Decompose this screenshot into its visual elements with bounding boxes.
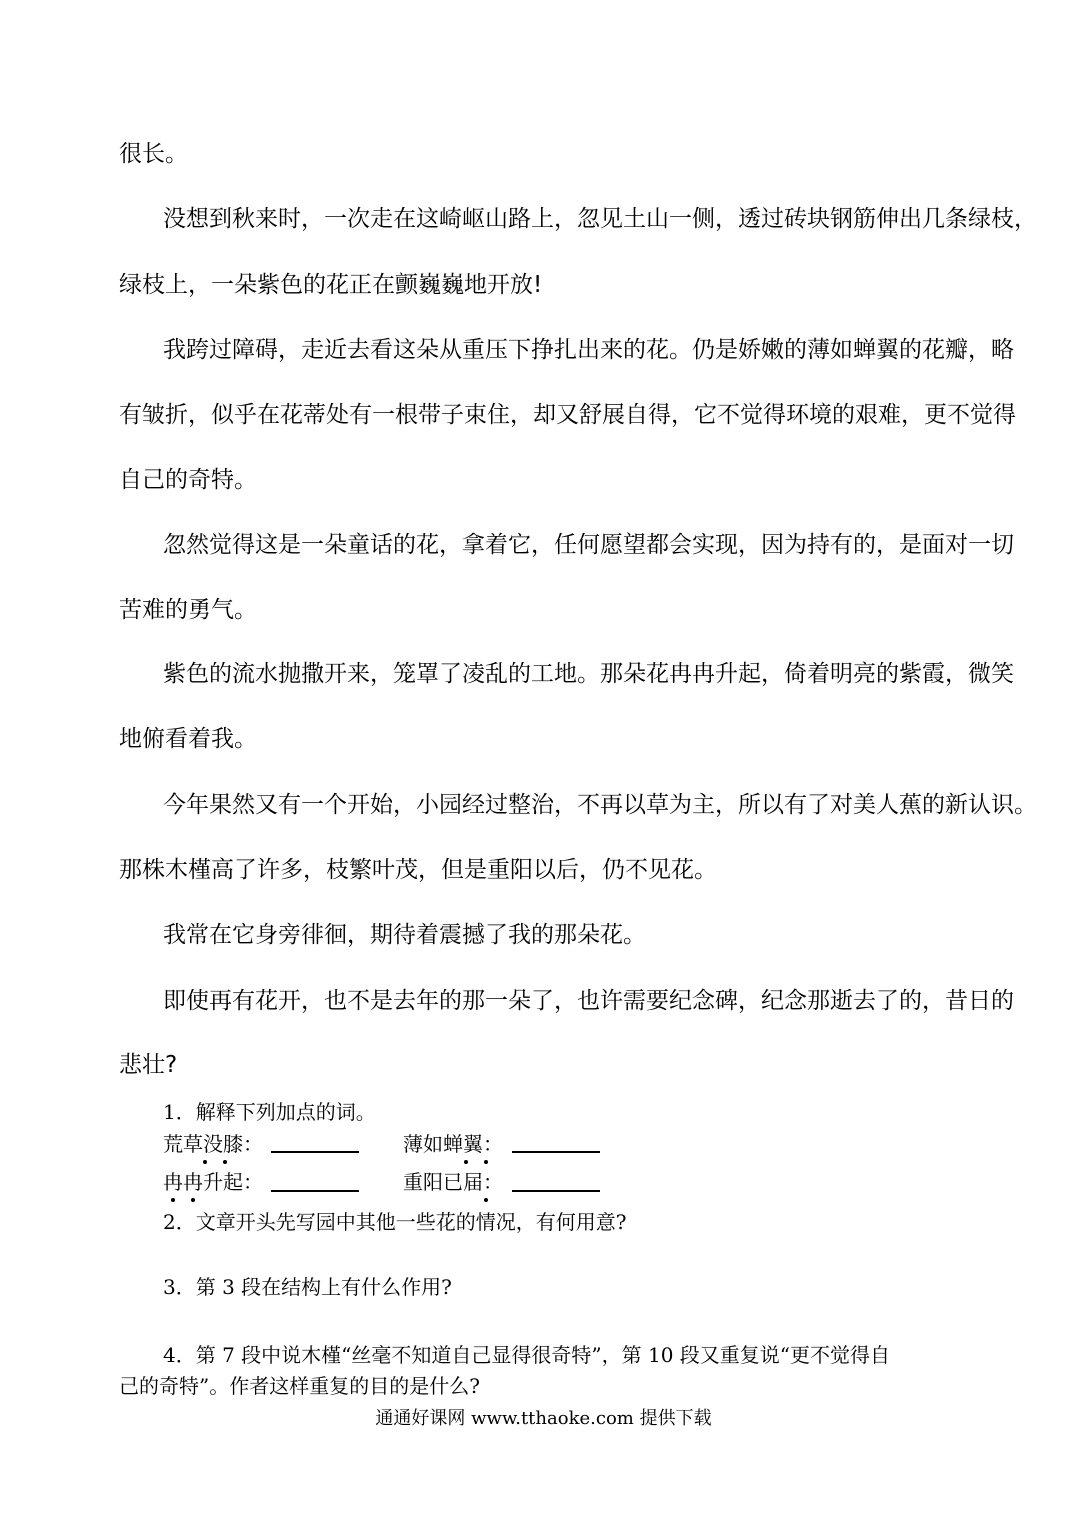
answer-blank-1[interactable] — [271, 1151, 359, 1153]
body-line-1: 很长。 — [119, 141, 188, 167]
body-line-13: 我常在它身旁徘徊，期待着震撼了我的那朵花。 — [163, 922, 646, 948]
vocab-item-2: 薄如蝉翼： — [403, 1132, 503, 1156]
body-line-15: 悲壮? — [119, 1052, 178, 1078]
body-line-8: 苦难的勇气。 — [119, 597, 257, 623]
body-line-7: 忽然觉得这是一朵童话的花，拿着它，任何愿望都会实现，因为持有的，是面对一切 — [163, 532, 1014, 558]
answer-blank-4[interactable] — [512, 1190, 600, 1192]
question-4-line-1: 4．第 7 段中说木槿“丝毫不知道自己显得很奇特”，第 10 段又重复说“更不觉得自 — [163, 1343, 891, 1367]
body-line-2: 没想到秋来时，一次走在这崎岖山路上，忽见土山一侧，透过砖块钢筋伸出几条绿枝， — [163, 206, 1037, 232]
emphasis-dot — [484, 1160, 488, 1164]
body-line-5: 有皱折，似乎在花蒂处有一根带子束住，却又舒展自得，它不觉得环境的艰难，更不觉得 — [119, 402, 1016, 428]
emphasis-dot — [223, 1160, 227, 1164]
emphasis-dot — [203, 1160, 207, 1164]
body-line-9: 紫色的流水抛撒开来，笼罩了凌乱的工地。那朵花冉冉升起，倚着明亮的紫霞，微笑 — [163, 661, 1014, 687]
body-line-6: 自己的奇特。 — [119, 467, 257, 493]
emphasis-dot — [191, 1198, 195, 1202]
question-1: 1．解释下列加点的词。 — [163, 1100, 376, 1124]
body-line-14: 即使再有花开，也不是去年的那一朵了，也许需要纪念碑，纪念那逝去了的，昔日的 — [163, 988, 1014, 1014]
emphasis-dot — [484, 1198, 488, 1202]
body-line-11: 今年果然又有一个开始，小园经过整治，不再以草为主，所以有了对美人蕉的新认识。 — [163, 792, 1037, 818]
question-2: 2．文章开头先写园中其他一些花的情况，有何用意? — [163, 1210, 627, 1234]
vocab-item-1: 荒草没膝： — [163, 1132, 263, 1156]
question-4-line-2: 己的奇特”。作者这样重复的目的是什么? — [119, 1374, 480, 1398]
body-line-12: 那株木槿高了许多，枝繁叶茂，但是重阳以后，仍不见花。 — [119, 857, 717, 883]
answer-blank-2[interactable] — [512, 1151, 600, 1153]
emphasis-dot — [171, 1198, 175, 1202]
vocab-item-3: 冉冉升起： — [163, 1170, 263, 1194]
body-line-10: 地俯看着我。 — [119, 726, 257, 752]
body-line-4: 我跨过障碍，走近去看这朵从重压下挣扎出来的花。仍是娇嫩的薄如蝉翼的花瓣，略 — [163, 337, 1014, 363]
vocab-item-4: 重阳已届： — [403, 1170, 503, 1194]
answer-blank-3[interactable] — [271, 1190, 359, 1192]
emphasis-dot — [464, 1160, 468, 1164]
page-footer: 通通好课网 www.tthaoke.com 提供下载 — [375, 1408, 712, 1429]
question-3: 3．第 3 段在结构上有什么作用? — [163, 1275, 452, 1299]
body-line-3: 绿枝上，一朵紫色的花正在颤巍巍地开放! — [119, 272, 543, 298]
